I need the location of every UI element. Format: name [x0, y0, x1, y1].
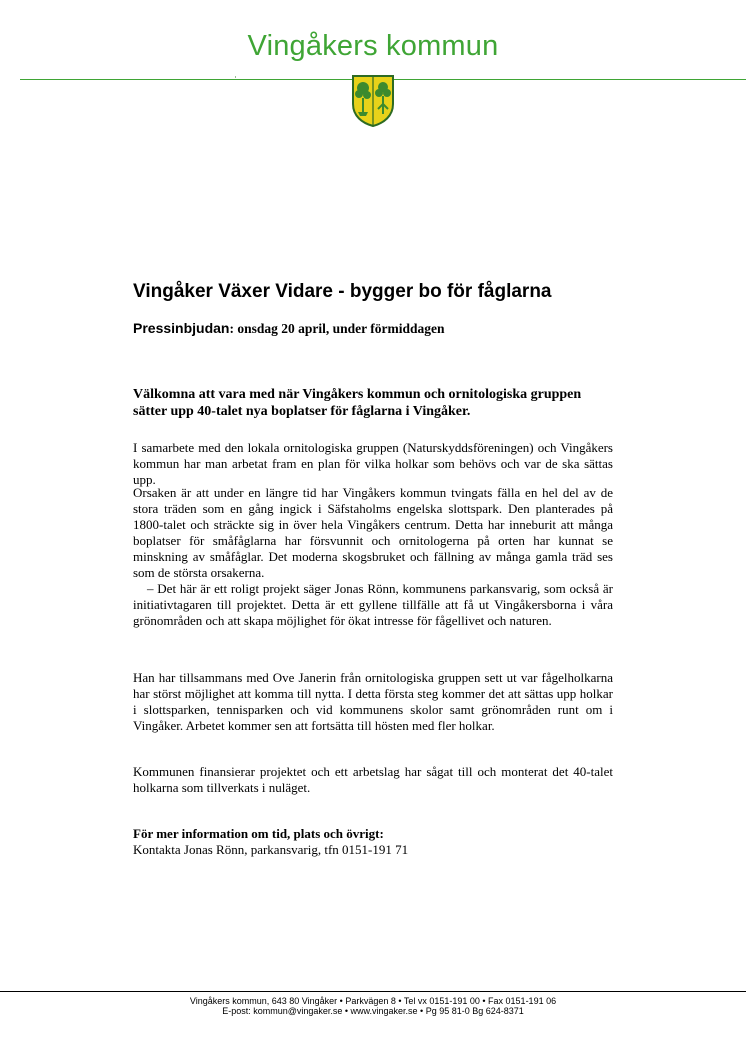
organization-name: Vingåkers kommun [247, 30, 499, 62]
footer-contact-line: E-post: kommun@vingaker.se • www.vingaker.se • Pg 95 81-0 Bg 624-8371 [222, 1006, 524, 1016]
press-invitation [133, 320, 445, 338]
footer-address-line: Vingåkers kommun, 643 80 Vingåker • Parkvägen 8 • Tel vx 0151-191 00 • Fax 0151-191 06 [189, 996, 557, 1006]
quote-paragraph: – Det här är ett roligt projekt säger Jonas Rönn, kommunens parkansvarig, som också är initiativtagaren till projektet. Detta är ett gyllene tillfälle att få ut Vingåkersborna i våra grönområden och att skapa möjlighet för ökat intresse för fågellivet och naturen. [133, 581, 613, 628]
intro-paragraph: Välkomna att vara med när Vingåkers kommun och ornitologiska gruppen sätter upp 40-talet nya boplatser för fåglarna i Vingåker. [133, 387, 582, 419]
coat-of-arms-icon [350, 74, 396, 128]
contact-line: Kontakta Jonas Rönn, parkansvarig, tfn 0151-191 71 [133, 842, 409, 857]
footer-divider [0, 991, 746, 992]
invite-label: Pressinbjudan [133, 320, 230, 336]
body-paragraph-2: Orsaken är att under en längre tid har Vingåkers kommun tvingats fälla en hel del av de stora träden som en gång ingick i Säfstaholms engelska slottspark. Den planterades på 1800-talet och sträckte sig in över hela Vingåkers centrum. Detta har inneburit att många boplatser för småfåglarna har försvunnit och ornitologerna på orten har kunnat se minskning av småfåglar. Det moderna skogsbruket och fällning av många gamla träd ses som de största orsakerna. [133, 485, 613, 580]
contact-heading: För mer information om tid, plats och övrigt: [133, 826, 384, 841]
body-paragraph-4: Kommunen finansierar projektet och ett arbetslag har sågat till och monterat det 40-talet holkarna som tillverkats i nuläget. [133, 764, 613, 795]
body-paragraph-3: Han har tillsammans med Ove Janerin från ornitologiska gruppen sett ut var fågelholkarna har störst möjlighet att komma till nytta. I detta första steg kommer det att sättas upp holkar i slottsparken, tennisparken och vid kommunens skolor samt grönområden runt om i Vingåker. Arbetet kommer sen att fortsätta till hösten med fler holkar. [133, 670, 613, 733]
invite-details: : onsdag 20 april, under förmiddagen [229, 321, 445, 336]
body-paragraph-1: I samarbete med den lokala ornitologiska gruppen (Naturskyddsföreningen) och Vingåkers kommun har man arbetat fram en plan för vilka holkar som behövs och var de ska sättas upp. [133, 440, 613, 487]
header-tick-mark [235, 76, 236, 78]
press-release-headline: Vingåker Växer Vidare - bygger bo för fåglarna [133, 281, 552, 302]
